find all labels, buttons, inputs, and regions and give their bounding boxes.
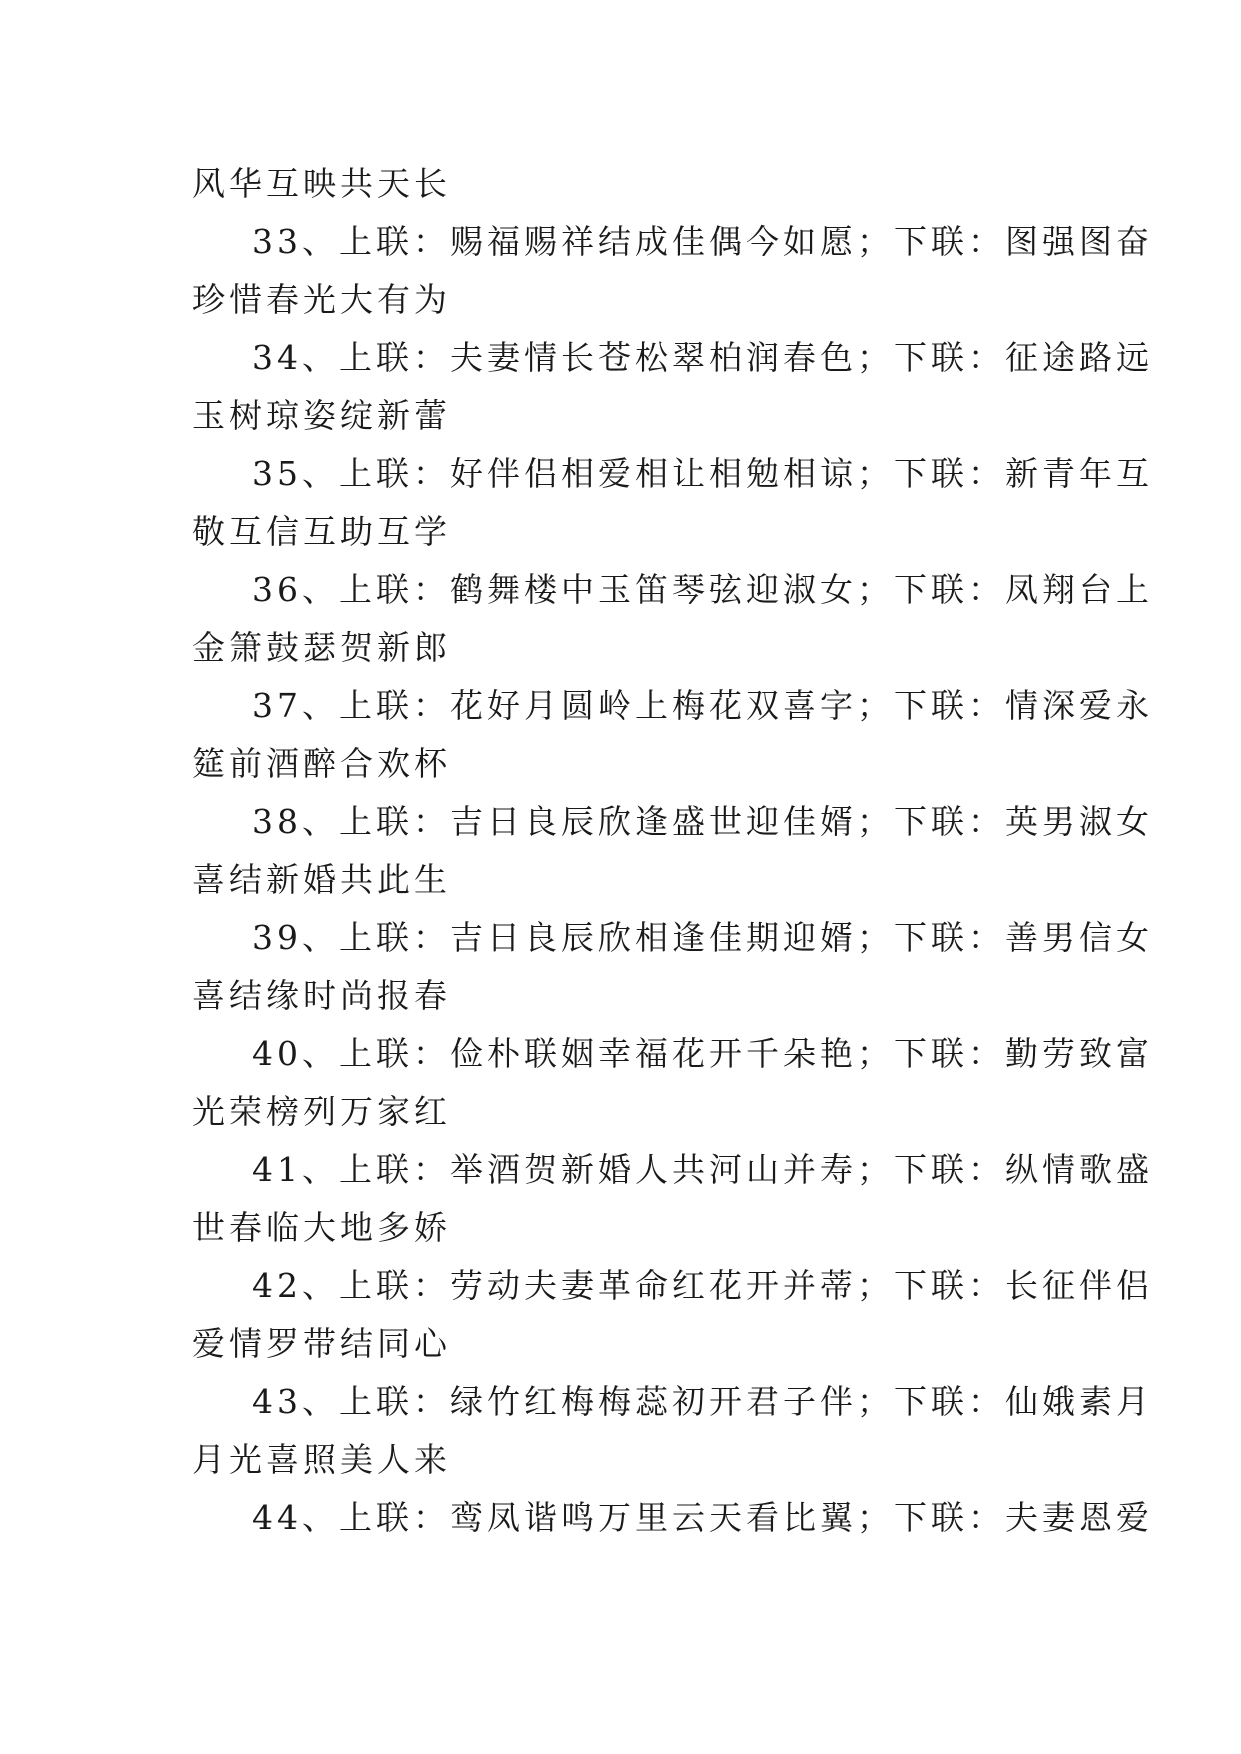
document-page: [192, 155, 1153, 1547]
couplet-line: 41、上联：举酒贺新婚人共河山并寿；下联：纵情歌盛: [252, 1150, 1153, 1189]
text-line: 珍惜春光大有为: [192, 280, 451, 319]
text-line: 筵前酒醉合欢杯: [192, 744, 451, 783]
text-line: 风华互映共天长: [192, 164, 451, 203]
text-line: 爱情罗带结同心: [192, 1324, 451, 1363]
couplet-line: 34、上联：夫妻情长苍松翠柏润春色；下联：征途路远: [252, 338, 1153, 377]
couplet-line: 44、上联：鸾凤谐鸣万里云天看比翼；下联：夫妻恩爱: [252, 1498, 1153, 1537]
couplet-line: 39、上联：吉日良辰欣相逢佳期迎婿；下联：善男信女: [252, 918, 1153, 957]
text-line: 喜结新婚共此生: [192, 860, 451, 899]
couplet-line: 33、上联：赐福赐祥结成佳偶今如愿；下联：图强图奋: [252, 222, 1153, 261]
couplet-line: 35、上联：好伴侣相爱相让相勉相谅；下联：新青年互: [252, 454, 1153, 493]
text-line: 敬互信互助互学: [192, 512, 451, 551]
couplet-line: 42、上联：劳动夫妻革命红花开并蒂；下联：长征伴侣: [252, 1266, 1153, 1305]
text-line: 月光喜照美人来: [192, 1440, 451, 1479]
couplet-line: 36、上联：鹤舞楼中玉笛琴弦迎淑女；下联：凤翔台上: [252, 570, 1153, 609]
text-line: 世春临大地多娇: [192, 1208, 451, 1247]
couplet-line: 38、上联：吉日良辰欣逢盛世迎佳婿；下联：英男淑女: [252, 802, 1153, 841]
couplet-line: 43、上联：绿竹红梅梅蕊初开君子伴；下联：仙娥素月: [252, 1382, 1153, 1421]
couplet-line: 40、上联：俭朴联姻幸福花开千朵艳；下联：勤劳致富: [252, 1034, 1153, 1073]
text-line: 光荣榜列万家红: [192, 1092, 451, 1131]
text-line: 玉树琼姿绽新蕾: [192, 396, 451, 435]
couplet-line: 37、上联：花好月圆岭上梅花双喜字；下联：情深爱永: [252, 686, 1153, 725]
text-line: 金箫鼓瑟贺新郎: [192, 628, 451, 667]
text-line: 喜结缘时尚报春: [192, 976, 451, 1015]
